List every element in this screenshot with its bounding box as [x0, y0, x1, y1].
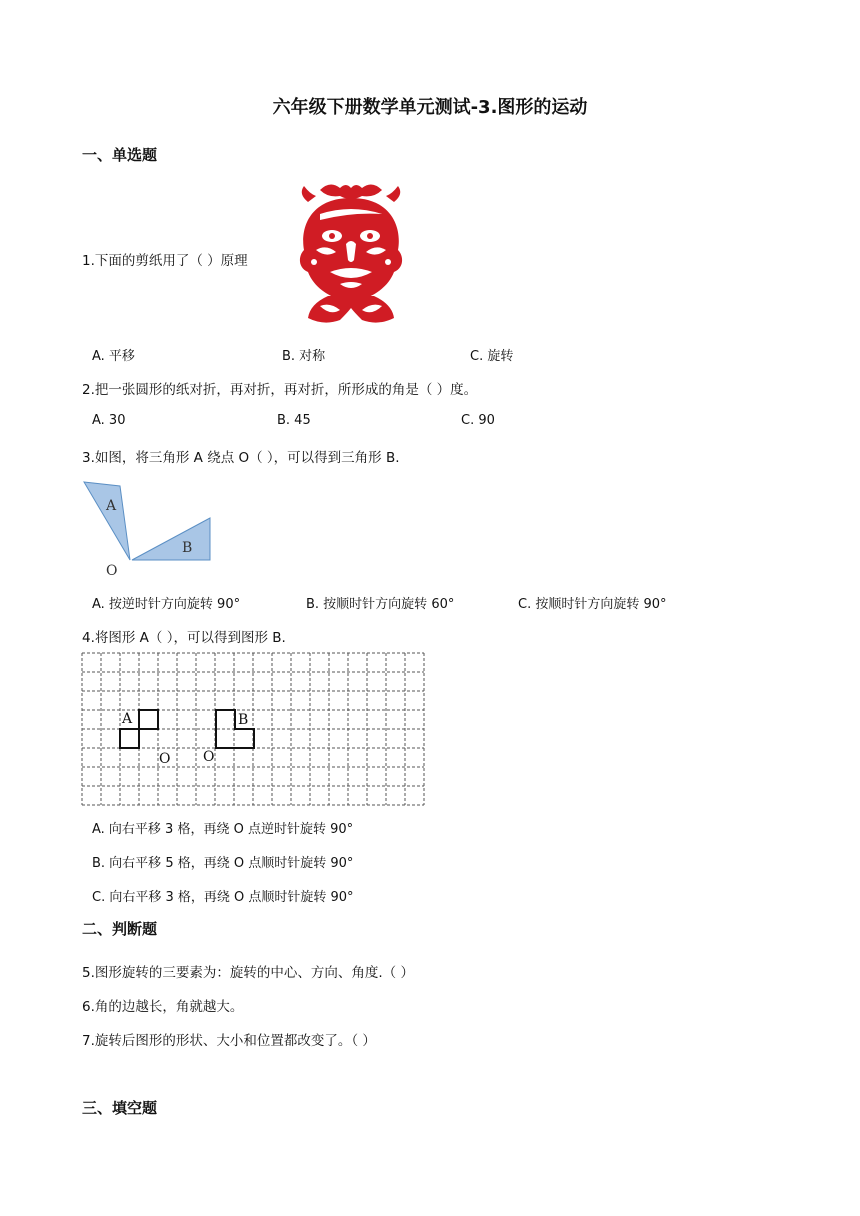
- shape-b: [216, 710, 254, 748]
- question-6-text: 6.角的边越长，角就越大。: [82, 999, 244, 1015]
- q4-option-b: B. 向右平移 5 格，再绕 O 点顺时针旋转 90°: [92, 856, 354, 871]
- section-heading-fill-blank: 三、填空题: [82, 1099, 158, 1117]
- shape-a-label: A: [122, 711, 133, 727]
- q2-option-c: C. 90: [461, 413, 495, 428]
- triangle-a: [84, 482, 130, 560]
- question-3-text: 3.如图，将三角形 A 绕点 O（ ），可以得到三角形 B.: [82, 450, 400, 466]
- point-o-label: O: [106, 563, 118, 579]
- q1-option-c: C. 旋转: [470, 349, 514, 364]
- rotation-triangles-figure: [82, 480, 214, 580]
- question-2-text: 2.把一张圆形的纸对折，再对折，再对折，所形成的角是（ ）度。: [82, 382, 478, 398]
- question-5-text: 5.图形旋转的三要素为：旋转的中心、方向、角度.（ ）: [82, 965, 414, 981]
- page-title: 六年级下册数学单元测试-3.图形的运动: [272, 97, 588, 118]
- triangle-b: [132, 518, 210, 560]
- q1-option-a: A. 平移: [92, 349, 135, 364]
- q1-option-b: B. 对称: [282, 349, 326, 364]
- grid-figure: [80, 651, 430, 811]
- shape-b-label: B: [238, 712, 249, 728]
- q3-option-a: A. 按逆时针方向旋转 90°: [92, 597, 241, 612]
- q2-option-a: A. 30: [92, 413, 126, 428]
- point-o-label-a: O: [159, 751, 171, 767]
- q2-option-b: B. 45: [277, 413, 311, 428]
- question-7-text: 7.旋转后图形的形状、大小和位置都改变了。（ ）: [82, 1033, 376, 1049]
- point-o-label-b: O: [203, 749, 215, 765]
- q3-option-c: C. 按顺时针方向旋转 90°: [518, 597, 667, 612]
- section-heading-single-choice: 一、单选题: [82, 146, 158, 164]
- section-heading-true-false: 二、判断题: [82, 920, 158, 938]
- q4-option-a: A. 向右平移 3 格，再绕 O 点逆时针旋转 90°: [92, 822, 354, 837]
- triangle-b-label: B: [182, 540, 193, 556]
- triangle-a-label: A: [106, 498, 117, 514]
- question-4-text: 4.将图形 A（ ），可以得到图形 B.: [82, 630, 286, 646]
- q4-option-c: C. 向右平移 3 格，再绕 O 点顺时针旋转 90°: [92, 890, 354, 905]
- q3-option-b: B. 按顺时针方向旋转 60°: [306, 597, 455, 612]
- paper-cut-monkey-mask-image: [290, 180, 412, 328]
- question-1-text: 1.下面的剪纸用了（ ）原理: [82, 253, 248, 269]
